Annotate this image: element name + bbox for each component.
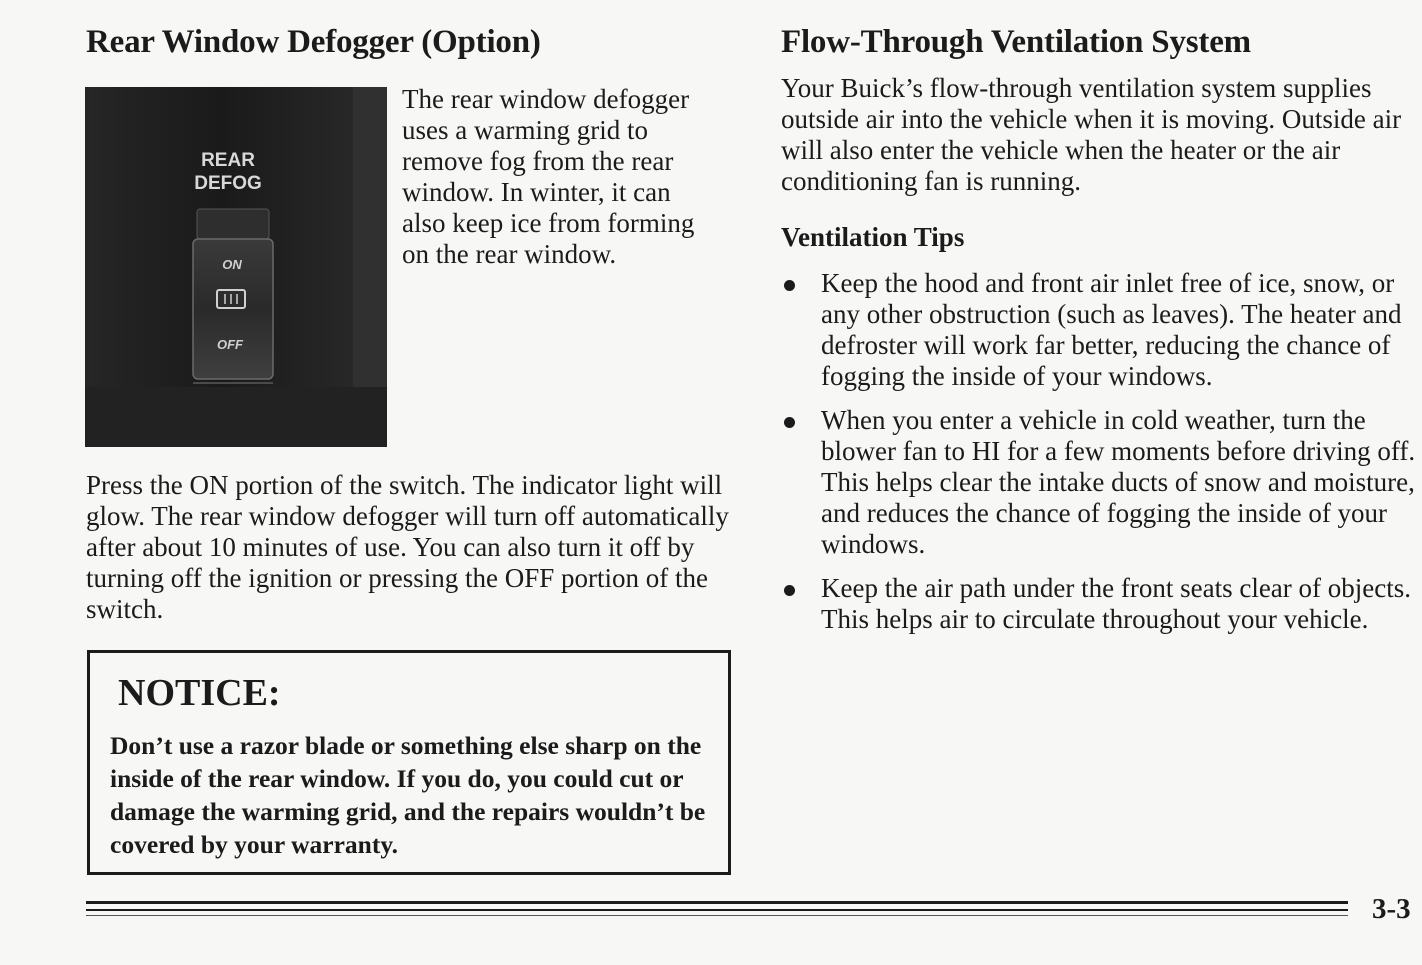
list-item	[781, 573, 1421, 635]
defogger-instructions: Press the ON portion of the switch. The indicator light will glow. The rear window defogger will turn off automatically after about 10 minutes of use. You can also turn it off by turning off the ignition or pressing the OFF portion of the switch.	[86, 470, 729, 624]
page-number: 3-3	[1372, 893, 1411, 925]
ventilation-heading: Flow-Through Ventilation System	[781, 24, 1251, 60]
list-item	[781, 405, 1421, 560]
rear-defogger-heading: Rear Window Defogger (Option)	[86, 24, 541, 60]
ventilation-intro: Your Buick’s flow-through ventilation system supplies outside air into the vehicle when it is moving. Outside air will also enter the vehicle when the heater or the air conditioning fan is running.	[781, 73, 1402, 196]
bullet-icon	[784, 417, 795, 428]
bullet-icon	[784, 585, 795, 596]
defog-switch-photo	[85, 87, 387, 447]
switch-off-label: OFF	[217, 337, 243, 352]
footer-rule	[86, 915, 1348, 916]
ventilation-tips-heading: Ventilation Tips	[781, 222, 965, 252]
switch-label-defog: DEFOG	[194, 173, 262, 194]
tip-text: Keep the hood and front air inlet free of ice, snow, or any other obstruction (such as leaves). The heater and defroster will work far better, reducing the chance of fogging the inside of your windows.	[821, 268, 1402, 391]
defogger-intro: The rear window defogger uses a warming grid to remove fog from the rear window. In winter, it can also keep ice from forming on the rear window.	[402, 84, 695, 269]
bullet-icon	[784, 280, 795, 291]
switch-label-rear: REAR	[201, 150, 255, 171]
switch-on-label: ON	[222, 257, 242, 272]
notice-box	[87, 650, 731, 875]
notice-title: NOTICE:	[118, 672, 281, 714]
list-item	[781, 268, 1421, 392]
footer-rule	[86, 909, 1348, 911]
defog-switch-illustration	[85, 87, 387, 447]
tip-text: Keep the air path under the front seats clear of objects. This helps air to circulate throughout your vehicle.	[821, 573, 1412, 634]
ventilation-tips-list	[781, 268, 1421, 648]
notice-body: Don’t use a razor blade or something else sharp on the inside of the rear window. If you do, you could cut or damage the warming grid, and the repairs wouldn’t be covered by your warranty.	[110, 731, 706, 859]
tip-text: When you enter a vehicle in cold weather, turn the blower fan to HI for a few moments before driving off. This helps clear the intake ducts of snow and moisture, and reduces the chance of fogging the inside of your windows.	[821, 405, 1416, 559]
footer-rule	[86, 901, 1348, 904]
